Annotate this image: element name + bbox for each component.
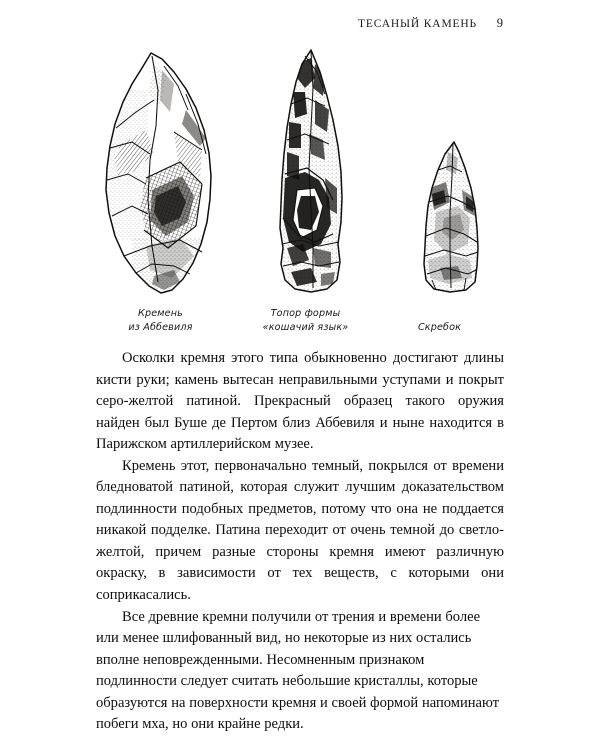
paragraph: Кремень этот, первоначально темный, покрылся от времени бледноватой патиной, которая служит лучшим доказательством подлинности подобных предметов, потому что она не поддается никакой подделке. Патина переходит от очень темной до светло-желтой, причем разные стороны кремня имеют различную окраску, в зависимости от тех веществ, с которыми они соприкасались. [96,457,504,604]
cat-tongue-axe-illustration [271,48,355,298]
figure-caption-line-1: Топор формы [270,308,341,319]
figure-caption-line-1: Скребок [417,321,462,333]
paragraph: Осколки кремня этого типа обыкновенно достигают длины кисти руки; камень вытесан неправильными уступами и покрыт серо-желтой патиной. Прекрасный образец такого оружия найден был Буше де Пертом близ Аббевиля и ныне находится в Парижском артиллерийском музее. [96,350,504,453]
body-text [96,348,504,736]
figure-caption [94,307,227,334]
figure-caption-line-2: «кошачий язык» [262,321,349,333]
running-head [96,16,503,34]
scraper-illustration [418,140,488,298]
figure-caption-line-1: Кремень [138,308,183,319]
running-head-title: ТЕСАНЫЙ КАМЕНЬ [358,18,477,30]
figure-caption-line-2: из Аббевиля [128,321,193,333]
page-number: 9 [496,16,503,30]
figure-block [96,52,503,334]
flint-hand-axe-illustration [102,50,220,298]
figure-caption [239,307,372,334]
figure-caption [374,321,505,335]
paragraph: Все древние кремни получили от трения и времени более или менее шлифованный вид, но некоторые из них остались вполне неповрежденными. Несомненным признаком подлинности следует считать небольшие кристаллы, которые образуются на поверхности кремня и своей формой напоминают побеги мха, но они крайне редки. [96,608,500,733]
